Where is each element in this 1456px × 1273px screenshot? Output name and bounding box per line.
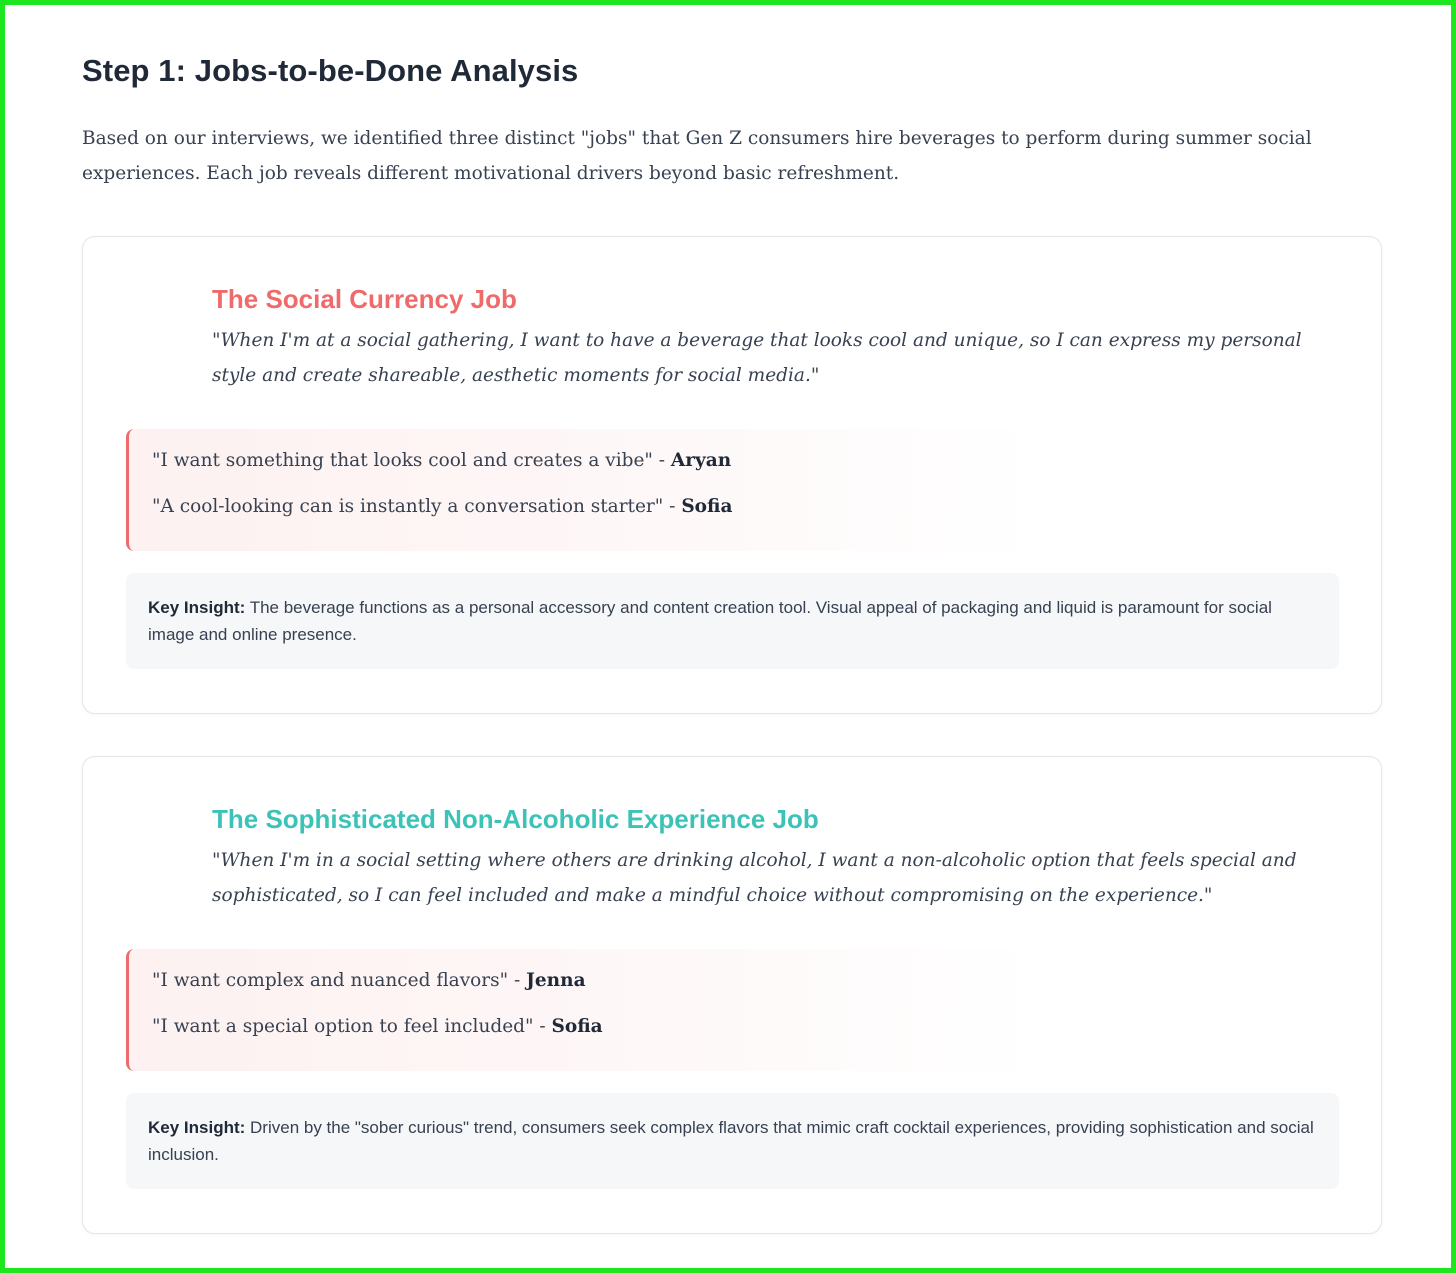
quotes-block [126,429,1339,551]
quote-author: Aryan [670,450,732,471]
quote-text: "I want a special option to feel included" - [152,1016,552,1037]
main-content [82,49,1382,1164]
quote-author: Sofia [551,1016,603,1037]
key-insight-text: Driven by the "sober curious" trend, consumers seek complex flavors that mimic craft cocktail experiences, providing sophistication and social inclusion. [148,1118,1314,1164]
page-title: Step 1: Jobs-to-be-Done Analysis [82,53,579,88]
job-header [212,801,1332,913]
job-card [82,756,1382,1234]
quotes-block [126,949,1339,1071]
key-insight-box [126,573,1339,669]
quote-author: Jenna [526,970,586,991]
key-insight-label: Key Insight: [148,1118,246,1137]
quote-text: "A cool-looking can is instantly a conversation starter" - [152,496,682,517]
quote-line [152,493,1339,521]
key-insight-text: The beverage functions as a personal accessory and content creation tool. Visual appeal of packaging and liquid is paramount for social image and online presence. [148,598,1272,644]
key-insight-label: Key Insight: [148,598,246,617]
job-card [82,236,1382,714]
quote-line [152,447,1339,475]
quote-line [152,967,1339,995]
quote-line [152,1013,1339,1041]
intro-paragraph: Based on our interviews, we identified three distinct "jobs" that Gen Z consumers hire beverages to perform during summer social experiences. Each job reveals different motivational drivers beyond basic refreshment. [82,128,1312,184]
job-header [212,281,1332,393]
quote-text: "I want complex and nuanced flavors" - [152,970,527,991]
job-title: The Social Currency Job [212,284,517,314]
job-statement: "When I'm in a social setting where others are drinking alcohol, I want a non-alcoholic option that feels special and sophisticated, so I can feel included and make a mindful choice without compromising on the experience." [212,850,1297,906]
job-statement: "When I'm at a social gathering, I want to have a beverage that looks cool and unique, so I can express my personal style and create shareable, aesthetic moments for social media." [212,330,1302,386]
quote-text: "I want something that looks cool and creates a vibe" - [152,450,671,471]
job-title: The Sophisticated Non-Alcoholic Experience Job [212,804,819,834]
key-insight-box [126,1093,1339,1189]
quote-author: Sofia [681,496,733,517]
